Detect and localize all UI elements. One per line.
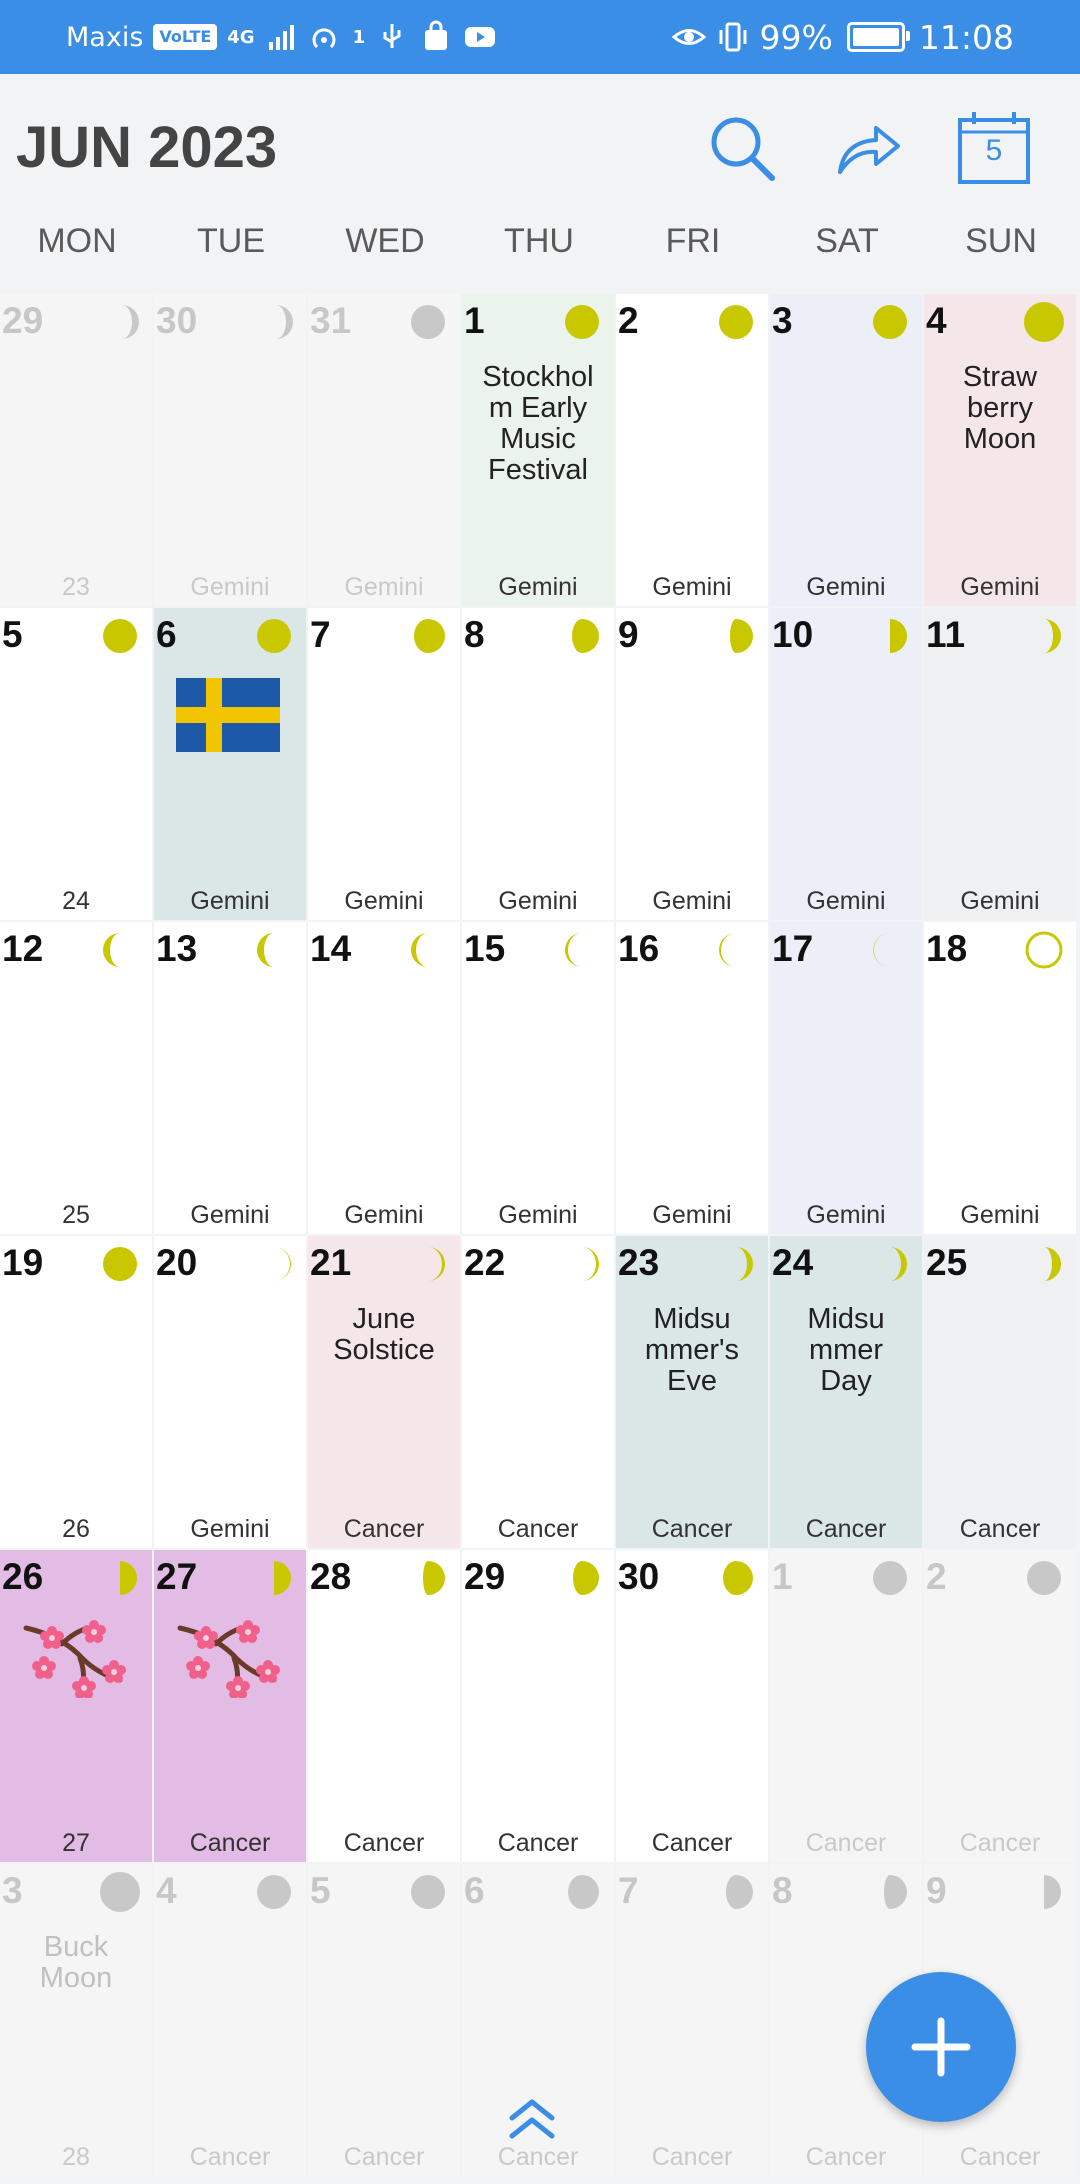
moon-phase-icon [868, 1556, 912, 1600]
moon-phase-icon [560, 1556, 604, 1600]
day-number: 27 [156, 1556, 198, 1597]
network-type: 4G [227, 26, 255, 48]
clock: 11:08 [918, 17, 1014, 57]
zodiac-label: 24 [62, 887, 90, 915]
day-cell[interactable] [616, 608, 768, 920]
zodiac-label: Cancer [651, 2143, 733, 2171]
day-number: 8 [464, 614, 485, 655]
zodiac-label: 26 [62, 1515, 90, 1543]
search-button[interactable] [702, 108, 782, 188]
moon-phase-icon [252, 300, 296, 344]
day-number: 29 [2, 300, 44, 341]
volte-badge: VoLTE [153, 24, 217, 50]
day-number: 9 [926, 1870, 947, 1911]
moon-phase-icon [868, 300, 912, 344]
event-label[interactable]: Straw berry Moon [962, 361, 1038, 455]
zodiac-label: Gemini [498, 573, 578, 601]
weekday-fri: FRI [665, 222, 721, 260]
day-cell[interactable] [924, 922, 1076, 1234]
day-number: 2 [926, 1556, 947, 1597]
event-label[interactable]: Buck Moon [39, 1931, 113, 1994]
day-cell[interactable] [154, 608, 306, 920]
day-cell[interactable] [308, 922, 460, 1234]
moon-phase-icon [98, 1556, 142, 1600]
moon-phase-icon [1022, 1242, 1066, 1286]
day-number: 28 [310, 1556, 352, 1597]
weekday-header [0, 222, 1080, 278]
zodiac-label: Gemini [806, 573, 886, 601]
zodiac-label: Cancer [651, 1829, 733, 1857]
zodiac-label: 28 [62, 2143, 90, 2171]
moon-phase-icon [714, 1242, 758, 1286]
month-grid [0, 294, 1072, 2184]
zodiac-label: Cancer [805, 1829, 887, 1857]
moon-phase-icon [714, 1870, 758, 1914]
day-number: 7 [310, 614, 331, 655]
day-cell[interactable] [770, 294, 922, 606]
day-number: 8 [772, 1870, 793, 1911]
weekday-sun: SUN [965, 222, 1037, 260]
zodiac-label: Gemini [190, 573, 270, 601]
eye-icon [672, 20, 706, 54]
day-cell[interactable] [770, 1236, 922, 1548]
zodiac-label: Cancer [189, 2143, 271, 2171]
moon-phase-icon [252, 1870, 296, 1914]
day-cell[interactable] [924, 608, 1076, 920]
moon-phase-icon [1022, 614, 1066, 658]
moon-phase-icon [406, 1556, 450, 1600]
zodiac-label: Cancer [805, 2143, 887, 2171]
share-icon [828, 108, 908, 188]
cherry-blossom-icon [176, 1614, 284, 1698]
weekday-sat: SAT [815, 222, 879, 260]
day-number: 7 [618, 1870, 639, 1911]
day-number: 21 [310, 1242, 352, 1283]
zodiac-label: Cancer [959, 1829, 1041, 1857]
moon-phase-icon [868, 1242, 912, 1286]
day-cell[interactable] [0, 1236, 152, 1548]
day-cell[interactable] [0, 1864, 152, 2176]
moon-phase-icon [560, 300, 604, 344]
day-number: 3 [2, 1870, 23, 1911]
day-number: 15 [464, 928, 506, 969]
zodiac-label: Gemini [498, 1201, 578, 1229]
zodiac-label: Gemini [344, 1201, 424, 1229]
moon-phase-icon [406, 614, 450, 658]
zodiac-label: 25 [62, 1201, 90, 1229]
vibrate-icon [716, 20, 750, 54]
zodiac-label: Cancer [497, 2143, 579, 2171]
battery-icon [847, 22, 905, 52]
day-cell[interactable] [308, 1236, 460, 1548]
event-label[interactable]: June Solstice [333, 1303, 435, 1366]
plus-icon [909, 2015, 973, 2079]
moon-phase-icon [868, 1870, 912, 1914]
day-cell[interactable] [0, 294, 152, 606]
day-cell[interactable] [154, 1864, 306, 2176]
zodiac-label: Cancer [189, 1829, 271, 1857]
day-number: 5 [2, 614, 23, 655]
day-cell[interactable] [154, 1236, 306, 1548]
moon-phase-icon [406, 928, 450, 972]
day-cell[interactable] [616, 1550, 768, 1862]
zodiac-label: Cancer [343, 2143, 425, 2171]
day-cell[interactable] [462, 294, 614, 606]
moon-phase-icon [98, 928, 142, 972]
moon-phase-icon [560, 614, 604, 658]
day-number: 4 [926, 300, 947, 341]
moon-phase-icon [252, 614, 296, 658]
day-number: 26 [2, 1556, 44, 1597]
usb-icon [375, 20, 409, 54]
zodiac-label: Gemini [344, 573, 424, 601]
expand-button[interactable] [500, 2090, 564, 2146]
status-left [0, 20, 497, 54]
moon-phase-icon [714, 1556, 758, 1600]
zodiac-label: Gemini [652, 887, 732, 915]
day-cell[interactable] [462, 922, 614, 1234]
day-cell[interactable] [616, 1864, 768, 2176]
zodiac-label: Gemini [960, 887, 1040, 915]
moon-phase-icon [560, 1242, 604, 1286]
day-cell[interactable] [154, 1550, 306, 1862]
day-cell[interactable] [616, 1236, 768, 1548]
moon-phase-icon [252, 1556, 296, 1600]
today-button[interactable] [954, 108, 1034, 188]
day-number: 6 [464, 1870, 485, 1911]
weekday-mon: MON [37, 222, 117, 260]
zodiac-label: Cancer [343, 1829, 425, 1857]
moon-phase-icon [560, 1870, 604, 1914]
zodiac-label: Cancer [343, 1515, 425, 1543]
event-label[interactable]: Midsu mmer Day [807, 1303, 885, 1397]
day-cell[interactable] [308, 1864, 460, 2176]
moon-phase-icon [98, 1242, 142, 1286]
zodiac-label: Gemini [806, 887, 886, 915]
zodiac-label: Gemini [190, 887, 270, 915]
day-cell[interactable] [0, 922, 152, 1234]
moon-phase-icon [98, 1870, 142, 1914]
day-cell[interactable] [616, 294, 768, 606]
moon-phase-icon [1022, 1556, 1066, 1600]
moon-phase-icon [714, 614, 758, 658]
event-label[interactable]: Stockhol m Early Music Festival [482, 361, 594, 486]
day-cell[interactable] [616, 922, 768, 1234]
hotspot-icon [309, 20, 343, 54]
zodiac-label: Cancer [497, 1829, 579, 1857]
day-cell[interactable] [770, 1550, 922, 1862]
day-number: 1 [772, 1556, 793, 1597]
event-label[interactable]: Midsu mmer's Eve [644, 1303, 740, 1397]
day-number: 25 [926, 1242, 968, 1283]
day-number: 19 [2, 1242, 44, 1283]
weekday-tue: TUE [197, 222, 265, 260]
day-number: 30 [156, 300, 198, 341]
battery-percent: 99% [759, 17, 833, 57]
moon-phase-icon [868, 614, 912, 658]
day-cell[interactable] [924, 294, 1076, 606]
day-number: 16 [618, 928, 660, 969]
status-bar [0, 0, 1080, 74]
signal-icon [265, 20, 299, 54]
day-number: 9 [618, 614, 639, 655]
moon-phase-icon [714, 928, 758, 972]
day-number: 12 [2, 928, 44, 969]
day-cell[interactable] [154, 922, 306, 1234]
double-chevron-up-icon [500, 2090, 564, 2146]
day-cell[interactable] [308, 608, 460, 920]
moon-phase-icon [98, 614, 142, 658]
day-cell[interactable] [770, 608, 922, 920]
search-icon [702, 108, 782, 188]
day-number: 13 [156, 928, 198, 969]
day-number: 18 [926, 928, 968, 969]
weekday-thu: THU [504, 222, 574, 260]
moon-phase-icon [406, 1870, 450, 1914]
youtube-icon [463, 20, 497, 54]
zodiac-label: Gemini [652, 573, 732, 601]
zodiac-label: 27 [62, 1829, 90, 1857]
moon-phase-icon [252, 928, 296, 972]
day-number: 29 [464, 1556, 506, 1597]
day-cell[interactable] [308, 294, 460, 606]
zodiac-label: Cancer [651, 1515, 733, 1543]
zodiac-label: Gemini [498, 887, 578, 915]
moon-phase-icon [1022, 1870, 1066, 1914]
zodiac-label: Gemini [652, 1201, 732, 1229]
zodiac-label: Cancer [497, 1515, 579, 1543]
day-number: 22 [464, 1242, 506, 1283]
day-number: 24 [772, 1242, 814, 1283]
day-cell[interactable] [154, 294, 306, 606]
add-event-button[interactable] [866, 1972, 1016, 2122]
moon-phase-icon [1022, 928, 1066, 972]
day-number: 14 [310, 928, 352, 969]
zodiac-label: Gemini [190, 1515, 270, 1543]
zodiac-label: Gemini [960, 1201, 1040, 1229]
moon-phase-icon [252, 1242, 296, 1286]
zodiac-label: Gemini [960, 573, 1040, 601]
day-cell[interactable] [308, 1550, 460, 1862]
day-cell[interactable] [0, 1550, 152, 1862]
moon-phase-icon [560, 928, 604, 972]
day-cell[interactable] [924, 1236, 1076, 1548]
moon-phase-icon [714, 300, 758, 344]
month-title[interactable]: JUN 2023 [16, 115, 278, 180]
day-number: 11 [926, 614, 966, 655]
day-cell[interactable] [462, 608, 614, 920]
day-number: 10 [772, 614, 814, 655]
day-number: 30 [618, 1556, 660, 1597]
moon-phase-icon [98, 300, 142, 344]
zodiac-label: Cancer [959, 1515, 1041, 1543]
day-number: 5 [310, 1870, 331, 1911]
day-number: 23 [618, 1242, 660, 1283]
calendar-header [0, 84, 1080, 214]
hotspot-count: 1 [352, 26, 366, 48]
day-cell[interactable] [770, 922, 922, 1234]
cherry-blossom-icon [22, 1614, 130, 1698]
day-number: 1 [464, 300, 485, 341]
today-date: 5 [985, 134, 1003, 167]
shopping-bag-icon [419, 20, 453, 54]
day-number: 3 [772, 300, 793, 341]
share-button[interactable] [828, 108, 908, 188]
day-number: 4 [156, 1870, 177, 1911]
zodiac-label: Cancer [805, 1515, 887, 1543]
weekday-wed: WED [345, 222, 425, 260]
day-number: 6 [156, 614, 177, 655]
day-number: 20 [156, 1242, 198, 1283]
moon-phase-icon [1022, 300, 1066, 344]
moon-phase-icon [406, 300, 450, 344]
zodiac-label: Gemini [190, 1201, 270, 1229]
day-number: 2 [618, 300, 639, 341]
sweden-flag-icon [176, 672, 284, 756]
zodiac-label: Gemini [806, 1201, 886, 1229]
status-right [672, 18, 1080, 57]
day-cell[interactable] [0, 608, 152, 920]
moon-phase-icon [868, 928, 912, 972]
zodiac-label: Gemini [344, 887, 424, 915]
zodiac-label: Cancer [959, 2143, 1041, 2171]
day-cell[interactable] [924, 1550, 1076, 1862]
carrier-name: Maxis [66, 21, 144, 53]
day-number: 31 [310, 300, 352, 341]
zodiac-label: 23 [62, 573, 90, 601]
moon-phase-icon [406, 1242, 450, 1286]
day-number: 17 [772, 928, 814, 969]
day-cell[interactable] [462, 1550, 614, 1862]
day-cell[interactable] [462, 1236, 614, 1548]
